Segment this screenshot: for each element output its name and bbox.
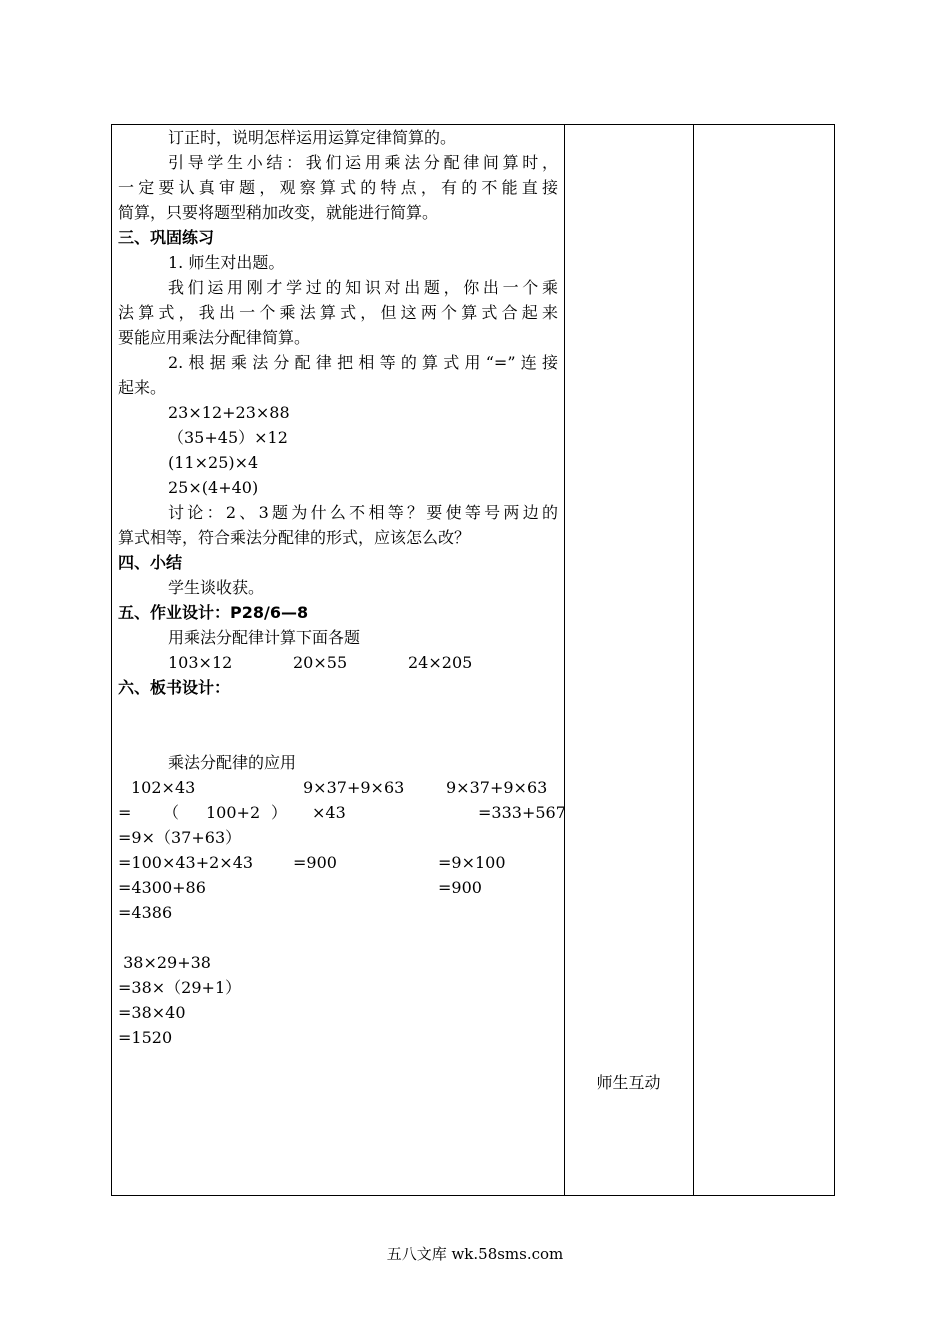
paragraph: 算式相等，符合乘法分配律的形式，应该怎么改？ — [118, 528, 471, 547]
homework-item: 103×12 — [168, 653, 233, 672]
paragraph: 起来。 — [118, 378, 167, 397]
paragraph: 1. 师生对出题。 — [168, 253, 285, 272]
expression: 23×12+23×88 — [168, 403, 290, 422]
paragraph: 要能应用乘法分配律简算。 — [118, 328, 311, 347]
board-row: =100×43+2×43 =900 =9×100 — [118, 853, 506, 872]
section-heading: 三、巩固练习 — [118, 228, 215, 247]
expression: （35+45）×12 — [168, 428, 288, 447]
expression: 25×(4+40) — [168, 478, 259, 497]
board-row: =38×（29+1） — [118, 978, 242, 997]
paragraph: 简算，只要将题型稍加改变，就能进行简算。 — [118, 203, 439, 222]
board-row: = （ 100+2 ） ×43 =333+567 — [118, 803, 566, 822]
column-divider — [693, 125, 694, 1195]
paragraph: 用乘法分配律计算下面各题 — [168, 628, 361, 647]
paragraph: 我们运用刚才学过的知识对出题，你出一个乘 — [168, 278, 558, 297]
section-heading: 六、板书设计： — [118, 678, 231, 697]
expression: (11×25)×4 — [168, 453, 259, 472]
board-row: 38×29+38 — [118, 953, 211, 972]
footer-watermark: 五八文库 wk.58sms.com — [386, 1245, 564, 1263]
board-row: =38×40 — [118, 1003, 186, 1022]
paragraph: 法算式，我出一个乘法算式，但这两个算式合起来 — [118, 303, 558, 322]
section-heading: 四、小结 — [118, 553, 183, 572]
homework-row — [118, 650, 558, 675]
paragraph: 引导学生小结：我们运用乘法分配律间算时， — [168, 153, 558, 172]
board-title: 乘法分配律的应用 — [168, 753, 297, 772]
section-heading: 五、作业设计：P28/6—8 — [118, 603, 309, 622]
paragraph: 讨论：2、3题为什么不相等？要使等号两边的 — [168, 503, 558, 522]
board-row: =4386 — [118, 903, 173, 922]
board-row: =9×（37+63） — [118, 828, 242, 847]
paragraph: 一定要认真审题，观察算式的特点，有的不能直接 — [118, 178, 558, 197]
board-row: =4300+86 =900 — [118, 878, 482, 897]
paragraph: 订正时，说明怎样运用运算定律简算的。 — [168, 128, 457, 147]
paragraph: 2.根据乘法分配律把相等的算式用“=”连接 — [168, 353, 558, 372]
homework-item: 20×55 — [293, 653, 348, 672]
paragraph: 学生谈收获。 — [168, 578, 265, 597]
board-row: =1520 — [118, 1028, 173, 1047]
homework-item: 24×205 — [408, 653, 473, 672]
activity-cell: 师生互动 — [596, 1073, 661, 1092]
teaching-process-cell — [118, 125, 566, 1050]
board-row: 102×43 9×37+9×63 9×37+9×63 — [131, 778, 548, 797]
column-divider — [564, 125, 565, 1195]
lesson-plan-table — [111, 124, 835, 1196]
